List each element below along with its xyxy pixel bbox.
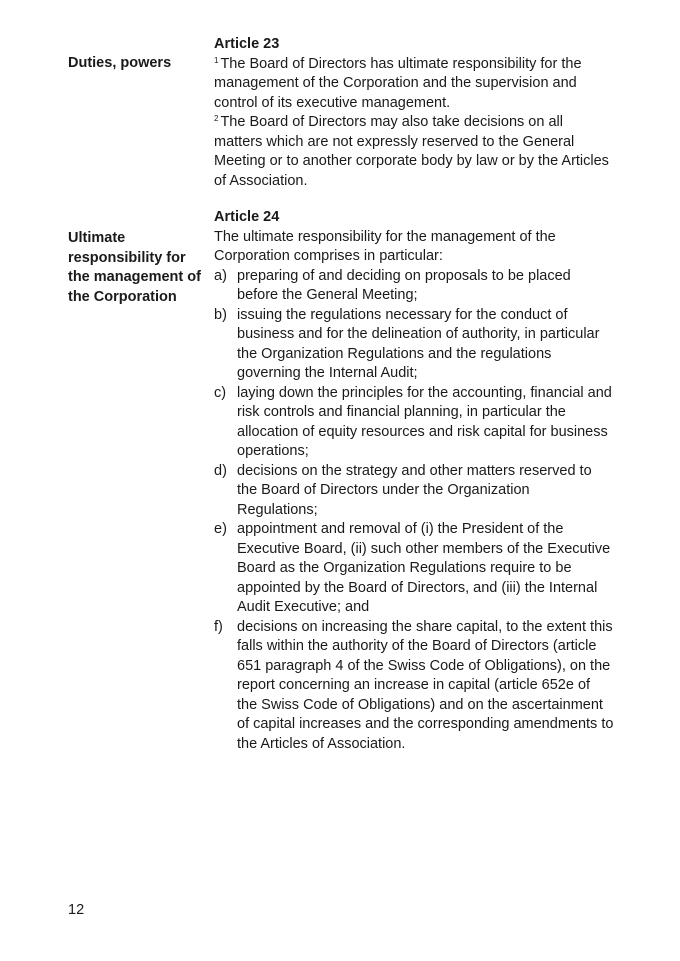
- article-24-intro: The ultimate responsibility for the management of the Corporation comprises in particular:: [214, 228, 556, 264]
- list-item-letter: a): [214, 267, 227, 284]
- article-23-side-label: Duties, powers: [68, 55, 172, 71]
- list-item-letter: f): [214, 618, 223, 635]
- list-item-text: decisions on the strategy and other matters reserved to the Board of Directors under the Organization Regulations;: [237, 462, 592, 518]
- list-item-e: [214, 520, 614, 618]
- page-number: 12: [68, 902, 85, 918]
- article-23-paragraph-2: [214, 113, 614, 191]
- article-24: [214, 208, 614, 754]
- list-item-letter: d): [214, 462, 227, 479]
- paragraph-marker: 2: [214, 114, 219, 123]
- list-item-text: appointment and removal of (i) the President of the Executive Board, (ii) such other members of the Executive Board as the Organization Regulations require to be appointed by the Board of Directors, and (iii) the Internal Audit Executive; and: [237, 521, 611, 615]
- paragraph-text: The Board of Directors has ultimate responsibility for the management of the Corporation and the supervision and control of its executive management.: [214, 55, 582, 111]
- list-item-letter: c): [214, 384, 227, 401]
- list-item-letter: b): [214, 306, 227, 323]
- paragraph-marker: 1: [214, 55, 219, 65]
- list-item-text: issuing the regulations necessary for the conduct of business and for the delineation of authority, in particular the Organization Regulations and the regulations governing the Internal Audit;: [237, 306, 600, 381]
- list-item-text: preparing of and deciding on proposals to be placed before the General Meeting;: [237, 267, 571, 303]
- article-23: [214, 35, 614, 191]
- article-23-heading: Article 23: [214, 36, 280, 52]
- list-item-c: [214, 384, 614, 462]
- article-23-paragraph-1: [214, 55, 614, 114]
- list-item-d: [214, 462, 614, 521]
- list-item-text: laying down the principles for the accounting, financial and risk controls and financial planning, in particular the allocation of equity resources and risk capital for business operations;: [237, 384, 612, 459]
- paragraph-text: The Board of Directors may also take decisions on all matters which are not expressly reserved to the General Meeting or to another corporate body by law or by the Articles of Association.: [214, 114, 609, 189]
- article-24-heading: Article 24: [214, 209, 280, 225]
- list-item-text: decisions on increasing the share capital, to the extent this falls within the authority of the Board of Directors (article 651 paragraph 4 of the Swiss Code of Obligations), on the report concerning an increase in capital (article 652e of the Swiss Code of Obligations) and on the ascertainment of capital increases and the corresponding amendments to the Articles of Association.: [237, 618, 614, 752]
- list-item-a: [214, 267, 614, 306]
- list-item-b: [214, 306, 614, 384]
- list-item-letter: e): [214, 521, 227, 537]
- article-24-side-label: Ultimate responsibility for the management of the Corporation: [68, 230, 201, 305]
- list-item-f: [214, 618, 614, 755]
